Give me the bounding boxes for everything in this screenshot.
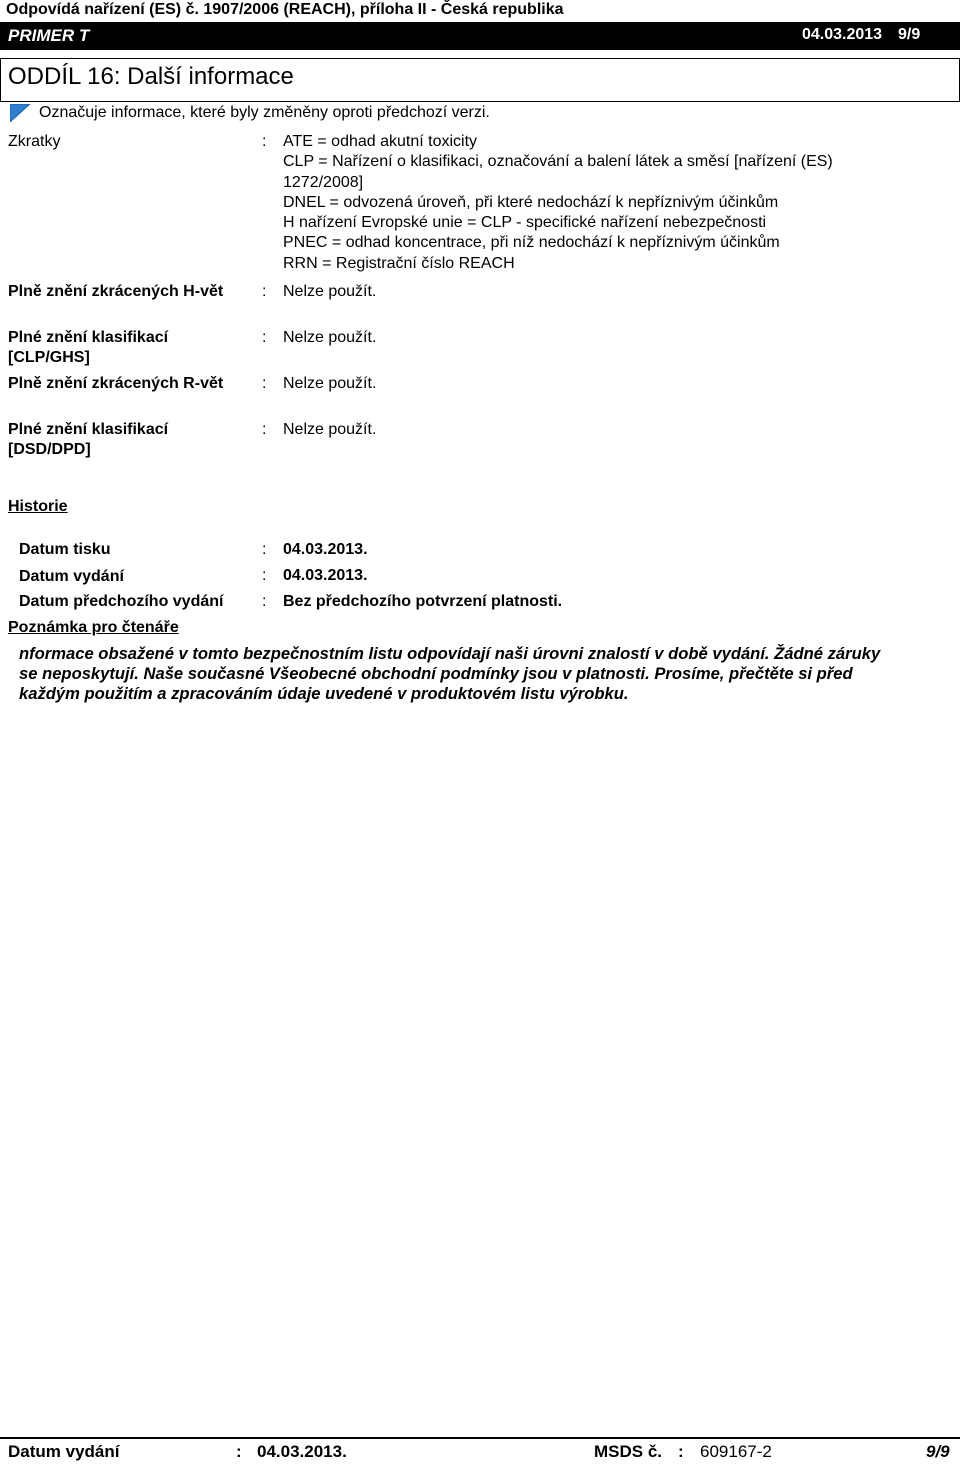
- reader-note-line: se neposkytují. Naše současné Všeobecné obchodní podmínky jsou v platnosti. Prosíme, přečtěte si před: [19, 664, 853, 683]
- footer-issue-label: Datum vydání: [8, 1442, 120, 1461]
- clp-classification-value: Nelze použít.: [283, 329, 377, 346]
- reader-note-heading: Poznámka pro čtenáře: [8, 619, 179, 636]
- abbreviation-line: 1272/2008]: [283, 174, 364, 191]
- dsd-classification-value: Nelze použít.: [283, 421, 377, 438]
- abbreviation-line: PNEC = odhad koncentrace, při níž nedochází k nepříznivým účinkům: [283, 234, 780, 251]
- header-page-number: 9/9: [898, 26, 921, 43]
- footer-msds-number: 609167-2: [700, 1442, 772, 1461]
- footer-rule: [0, 1437, 960, 1439]
- clp-classification-label-2: [CLP/GHS]: [8, 349, 90, 366]
- footer-colon: :: [678, 1442, 684, 1461]
- abbreviations-label: Zkratky: [8, 133, 61, 150]
- regulation-header: Odpovídá nařízení (ES) č. 1907/2006 (REACH), příloha II - Česká republika: [6, 1, 564, 18]
- print-date-value: 04.03.2013.: [283, 541, 368, 558]
- reader-note-line: každým použitím a zpracováním údaje uvedené v produktovém listu výrobku.: [19, 684, 629, 703]
- abbreviation-line: CLP = Nařízení o klasifikaci, označování a balení látek a směsí [nařízení (ES): [283, 153, 833, 170]
- previous-issue-label: Datum předchozího vydání: [19, 593, 224, 610]
- footer-colon: :: [236, 1442, 242, 1461]
- dsd-classification-label: Plné znění klasifikací: [8, 421, 169, 438]
- reader-note-text: [19, 644, 949, 704]
- dsd-classification-label-2: [DSD/DPD]: [8, 441, 91, 458]
- abbreviation-line: RRN = Registrační číslo REACH: [283, 255, 515, 272]
- field-colon: :: [262, 329, 267, 346]
- footer-msds-label: MSDS č.: [594, 1442, 663, 1461]
- history-colon: :: [262, 541, 267, 558]
- reader-note-line: nformace obsažené v tomto bezpečnostním listu odpovídají naši úrovni znalostí v době vydání. Žádné záruky: [19, 644, 881, 663]
- header-date: 04.03.2013: [802, 26, 883, 43]
- history-colon: :: [262, 593, 267, 610]
- footer-page-number: 9/9: [926, 1442, 950, 1461]
- changed-marker-icon: [10, 104, 30, 122]
- footer-issue-date: 04.03.2013.: [257, 1442, 347, 1461]
- history-colon: :: [262, 567, 267, 584]
- section-title: ODDÍL 16: Další informace: [8, 63, 294, 90]
- product-name: PRIMER T: [8, 26, 90, 45]
- issue-date-value: 04.03.2013.: [283, 567, 368, 584]
- h-phrases-label: Plně znění zkrácených H-vět: [8, 283, 224, 300]
- clp-classification-label: Plné znění klasifikací: [8, 329, 169, 346]
- abbreviation-line: DNEL = odvozená úroveň, při které nedochází k nepříznivým účinkům: [283, 194, 779, 211]
- previous-issue-value: Bez předchozího potvrzení platnosti.: [283, 593, 563, 610]
- print-date-label: Datum tisku: [19, 541, 111, 558]
- abbreviation-line: ATE = odhad akutní toxicity: [283, 133, 478, 150]
- h-phrases-value: Nelze použít.: [283, 283, 377, 300]
- field-colon: :: [262, 421, 267, 438]
- history-heading: Historie: [8, 498, 68, 515]
- changed-note: Označuje informace, které byly změněny oproti předchozí verzi.: [39, 104, 490, 121]
- field-colon: :: [262, 375, 267, 392]
- abbreviation-line: H nařízení Evropské unie = CLP - specifické nařízení nebezpečnosti: [283, 214, 767, 231]
- field-colon: :: [262, 283, 267, 300]
- issue-date-label: Datum vydání: [19, 568, 124, 585]
- r-phrases-value: Nelze použít.: [283, 375, 377, 392]
- r-phrases-label: Plně znění zkrácených R-vět: [8, 375, 224, 392]
- abbreviations-colon: :: [262, 133, 267, 150]
